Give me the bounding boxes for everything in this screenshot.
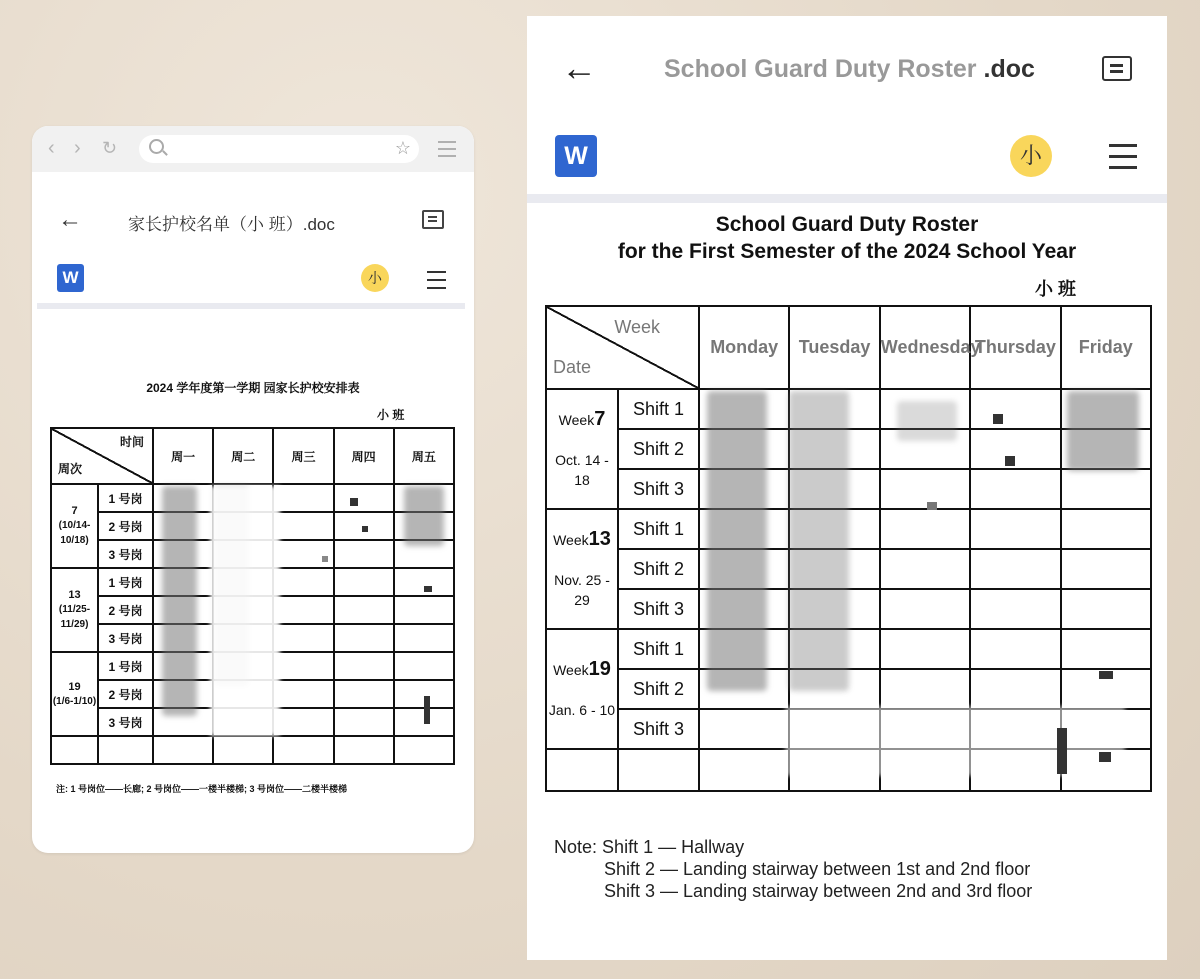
redaction-blur xyxy=(707,391,767,691)
search-icon xyxy=(149,139,164,154)
avatar[interactable]: 小 xyxy=(361,264,389,292)
forward-nav-icon[interactable]: › xyxy=(74,137,81,159)
class-label: 小 班 xyxy=(1035,279,1077,299)
back-arrow-icon[interactable]: ← xyxy=(58,206,82,233)
shift-label: 3 号岗 xyxy=(98,624,153,652)
word-app-icon: W xyxy=(57,264,84,292)
redaction-cover xyxy=(210,486,280,736)
day-header: 周一 xyxy=(153,428,213,484)
day-header: Monday xyxy=(699,306,789,389)
shift-label: Shift 2 xyxy=(618,429,699,469)
document-title: 家长护校名单（小 班）.doc xyxy=(128,215,335,234)
day-header: 周三 xyxy=(273,428,333,484)
shift-label: 2 号岗 xyxy=(98,680,153,708)
redaction-blur xyxy=(1067,391,1139,471)
shift-label: 1 号岗 xyxy=(98,568,153,596)
day-header: 周四 xyxy=(334,428,394,484)
week-cell: 19 (1/6-1/10) xyxy=(51,652,98,736)
browser-menu-icon[interactable] xyxy=(438,141,456,162)
footnote: Note: Shift 1 — Hallway Shift 2 — Landing stairway between 1st and 2nd floor Shift 3 — Landing stairway between 2nd and 3rd floor xyxy=(554,837,1033,901)
day-header: Tuesday xyxy=(789,306,879,389)
comment-icon[interactable] xyxy=(422,210,444,229)
day-header: Thursday xyxy=(970,306,1060,389)
shift-label: 3 号岗 xyxy=(98,540,153,568)
redaction-blur xyxy=(404,486,444,546)
shift-label: Shift 1 xyxy=(618,509,699,549)
divider xyxy=(37,303,465,309)
shift-label: Shift 3 xyxy=(618,709,699,749)
shift-label: Shift 1 xyxy=(618,389,699,429)
week-cell: Week19 Jan. 6 - 10 xyxy=(546,629,618,749)
footnote: 注: 1 号岗位——长廊; 2 号岗位——一楼半楼梯; 3 号岗位——二楼半楼梯 xyxy=(56,784,348,794)
browser-toolbar xyxy=(32,126,474,172)
redaction-cover xyxy=(785,706,1125,776)
redaction-blur xyxy=(162,486,197,716)
header-corner-cell: Week Date xyxy=(546,306,699,389)
class-label: 小 班 xyxy=(377,408,405,422)
redaction-blur xyxy=(789,391,849,691)
shift-label: 3 号岗 xyxy=(98,708,153,736)
shift-label: Shift 2 xyxy=(618,549,699,589)
hamburger-menu-icon[interactable] xyxy=(1109,144,1137,177)
week-cell: Week13 Nov. 25 - 29 xyxy=(546,509,618,629)
roster-title: School Guard Duty Roster for the First Semester of the 2024 School Year xyxy=(617,213,1077,263)
day-header: 周五 xyxy=(394,428,454,484)
word-app-icon: W xyxy=(555,135,597,177)
week-cell: Week7 Oct. 14 - 18 xyxy=(546,389,618,509)
divider xyxy=(527,194,1167,203)
shift-label: Shift 2 xyxy=(618,669,699,709)
day-header: Friday xyxy=(1061,306,1151,389)
comment-icon[interactable] xyxy=(1102,56,1132,81)
header-corner-cell: 时间 周次 xyxy=(51,428,153,484)
document-title: School Guard Duty Roster .doc xyxy=(664,55,1035,83)
shift-label: 2 号岗 xyxy=(98,512,153,540)
shift-label: 1 号岗 xyxy=(98,484,153,512)
shift-label: Shift 1 xyxy=(618,629,699,669)
day-header: 周二 xyxy=(213,428,273,484)
hamburger-menu-icon[interactable] xyxy=(427,271,446,295)
browser-window-original xyxy=(32,126,474,853)
roster-title: 2024 学年度第一学期 园家长护校安排表 xyxy=(146,381,360,395)
address-bar[interactable] xyxy=(139,135,419,163)
day-header: Wednesday xyxy=(880,306,970,389)
shift-label: Shift 3 xyxy=(618,589,699,629)
bookmark-star-icon[interactable]: ☆ xyxy=(394,138,411,158)
shift-label: 1 号岗 xyxy=(98,652,153,680)
back-arrow-icon[interactable]: ← xyxy=(561,47,597,88)
avatar[interactable]: 小 xyxy=(1010,135,1052,177)
reload-icon[interactable]: ↻ xyxy=(102,138,118,158)
back-nav-icon[interactable]: ‹ xyxy=(48,137,55,159)
redaction-blur xyxy=(897,401,957,441)
week-cell: 13 (11/25-11/29) xyxy=(51,568,98,652)
week-cell: 7 (10/14-10/18) xyxy=(51,484,98,568)
document-window-translated xyxy=(527,16,1167,960)
shift-label: 2 号岗 xyxy=(98,596,153,624)
shift-label: Shift 3 xyxy=(618,469,699,509)
